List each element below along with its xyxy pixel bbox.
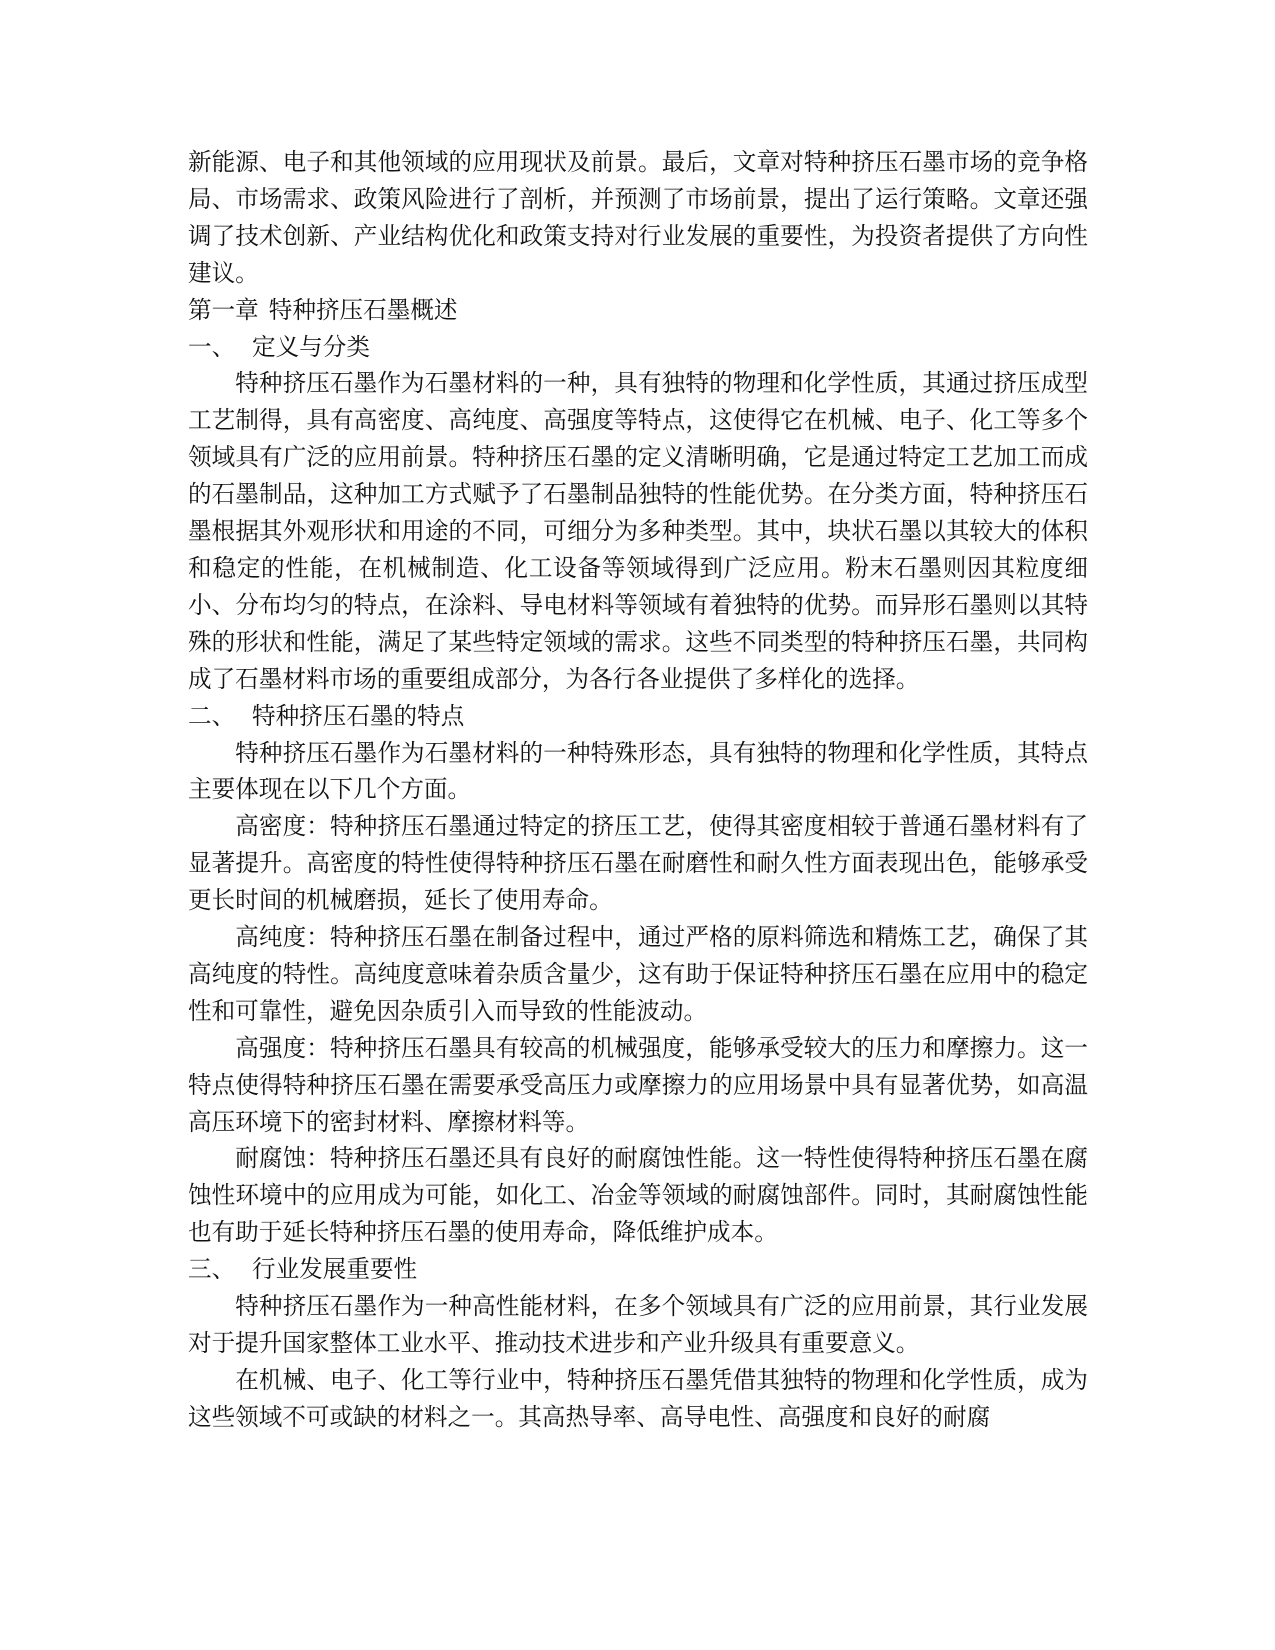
chapter-title: 特种挤压石墨概述 [268, 295, 458, 324]
body-paragraph: 高强度：特种挤压石墨具有较高的机械强度，能够承受较大的压力和摩擦力。这一特点使得特种挤压石墨在需要承受高压力或摩擦力的应用场景中具有显著优势，如高温高压环境下的密封材料、摩擦材料等。 [188, 1033, 1088, 1136]
body-paragraph: 特种挤压石墨作为一种高性能材料，在多个领域具有广泛的应用前景，其行业发展对于提升国家整体工业水平、推动技术进步和产业升级具有重要意义。 [188, 1292, 1088, 1357]
section-title: 定义与分类 [252, 332, 370, 361]
body-paragraph: 特种挤压石墨作为石墨材料的一种，具有独特的物理和化学性质，其通过挤压成型工艺制得，具有高密度、高纯度、高强度等特点，这使得它在机械、电子、化工等多个领域具有广泛的应用前景。特种挤压石墨的定义清晰明确，它是通过特定工艺加工而成的石墨制品，这种加工方式赋予了石墨制品独特的性能优势。在分类方面，特种挤压石墨根据其外观形状和用途的不同，可细分为多种类型。其中，块状石墨以其较大的体积和稳定的性能，在机械制造、化工设备等领域得到广泛应用。粉末石墨则因其粒度细小、分布均匀的特点，在涂料、导电材料等领域有着独特的优势。而异形石墨则以其特殊的形状和性能，满足了某些特定领域的需求。这些不同类型的特种挤压石墨，共同构成了石墨材料市场的重要组成部分，为各行各业提供了多样化的选择。 [188, 369, 1088, 693]
section-heading-1 [188, 329, 1088, 366]
section-heading-2 [188, 698, 1088, 735]
section-number: 二、 [188, 701, 236, 730]
body-paragraph: 高密度：特种挤压石墨通过特定的挤压工艺，使得其密度相较于普通石墨材料有了显著提升。高密度的特性使得特种挤压石墨在耐磨性和耐久性方面表现出色，能够承受更长时间的机械磨损，延长了使用寿命。 [188, 812, 1088, 915]
body-paragraph: 在机械、电子、化工等行业中，特种挤压石墨凭借其独特的物理和化学性质，成为这些领域不可或缺的材料之一。其高热导率、高导电性、高强度和良好的耐腐 [188, 1365, 1088, 1431]
intro-paragraph: 新能源、电子和其他领域的应用现状及前景。最后，文章对特种挤压石墨市场的竞争格局、市场需求、政策风险进行了剖析，并预测了市场前景，提出了运行策略。文章还强调了技术创新、产业结构优化和政策支持对行业发展的重要性，为投资者提供了方向性建议。 [188, 148, 1088, 287]
body-paragraph: 特种挤压石墨作为石墨材料的一种特殊形态，具有独特的物理和化学性质，其特点主要体现在以下几个方面。 [188, 738, 1088, 804]
section-number: 三、 [188, 1255, 236, 1284]
body-paragraph: 耐腐蚀：特种挤压石墨还具有良好的耐腐蚀性能。这一特性使得特种挤压石墨在腐蚀性环境中的应用成为可能，如化工、冶金等领域的耐腐蚀部件。同时，其耐腐蚀性能也有助于延长特种挤压石墨的使用寿命，降低维护成本。 [188, 1144, 1088, 1247]
section-heading-3 [188, 1251, 1088, 1288]
document-page [188, 144, 1088, 1436]
section-number: 一、 [188, 332, 236, 361]
body-paragraph: 高纯度：特种挤压石墨在制备过程中，通过严格的原料筛选和精炼工艺，确保了其高纯度的特性。高纯度意味着杂质含量少，这有助于保证特种挤压石墨在应用中的稳定性和可靠性，避免因杂质引入而导致的性能波动。 [188, 923, 1088, 1025]
chapter-heading [188, 292, 1088, 329]
section-title: 特种挤压石墨的特点 [252, 701, 465, 730]
section-title: 行业发展重要性 [252, 1255, 418, 1284]
chapter-number: 第一章 [188, 295, 259, 324]
